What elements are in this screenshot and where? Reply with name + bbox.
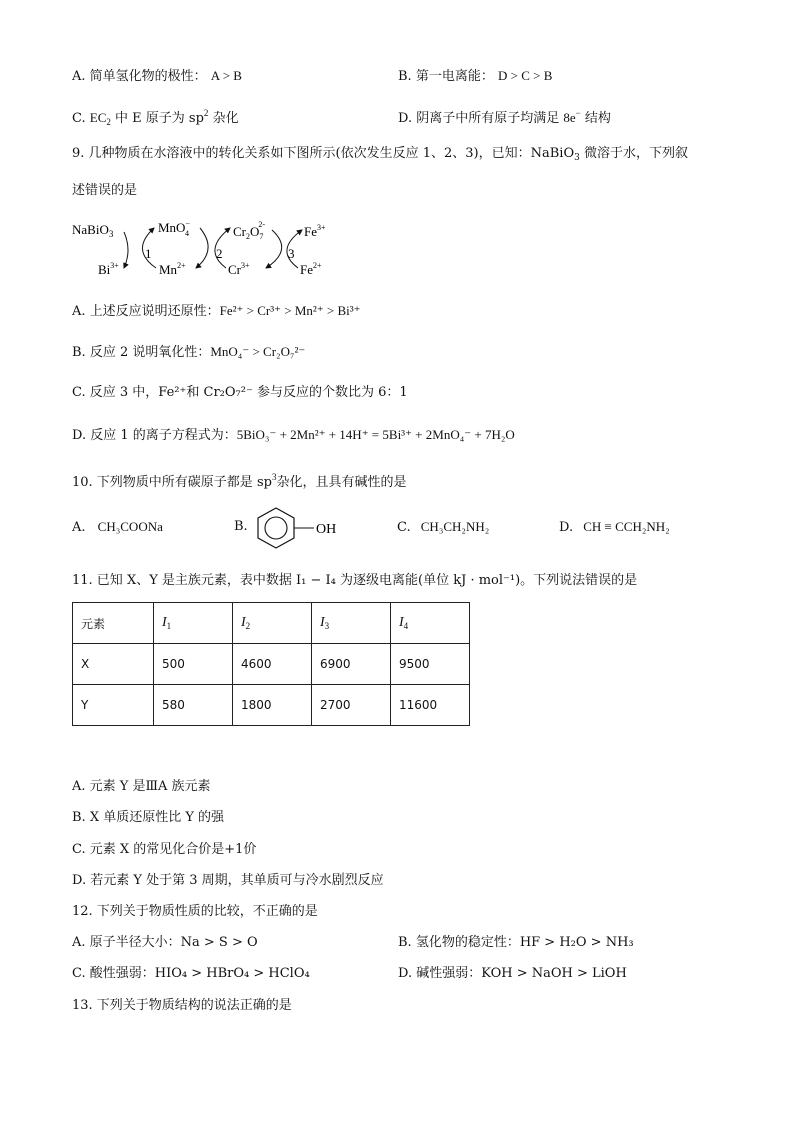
- header-i: I: [320, 615, 325, 630]
- q10-option-d-value: CH ≡ CCH₂NH₂: [583, 519, 670, 534]
- q9-option-a-text: A. 上述反应说明还原性：: [72, 304, 220, 319]
- q10-stem-part-b: 杂化，且具有碱性的是: [276, 475, 407, 490]
- header-i: I: [399, 615, 404, 630]
- diagram-arrow-3a: [266, 230, 282, 268]
- table-header-cell: [154, 603, 233, 644]
- q9-reaction-diagram: [68, 214, 338, 286]
- q9-option-b: [72, 342, 305, 363]
- q10-option-c-label: C.: [397, 520, 411, 535]
- q8-option-c-ec-sub: 2: [106, 117, 111, 127]
- header-i-sub: 3: [324, 621, 330, 631]
- q10-option-c-value: CH₃CH₂NH₂: [420, 519, 490, 534]
- q9-option-b-math: MnO₄⁻ > Cr₂O₇²⁻: [210, 344, 306, 359]
- q10-stem-part-a: 10. 下列物质中所有碳原子都是 sp: [72, 475, 272, 490]
- diagram-cr2o7: $Cr_2O_72-$: [233, 220, 266, 241]
- table-cell: 6900: [312, 644, 391, 685]
- q8-option-b: [398, 66, 552, 87]
- table-row: [73, 644, 470, 685]
- table-header-row: [73, 603, 470, 644]
- benzene-circle: [265, 517, 287, 539]
- q9-option-c: C. 反应 3 中，Fe²⁺和 Cr₂O₇²⁻ 参与反应的个数比为 6：1: [72, 385, 408, 400]
- diagram-arrow-1a: [124, 232, 128, 268]
- q11-option-c: C. 元素 X 的常见化合价是+1价: [72, 842, 257, 857]
- q8-option-d-value: 8e: [563, 110, 576, 125]
- header-i: I: [162, 615, 167, 630]
- q8-option-d-prefix: D. 阴离子中所有原子均满足: [398, 111, 560, 126]
- q8-option-c-ec: EC: [89, 110, 107, 125]
- q8-option-a-math: A > B: [210, 68, 242, 83]
- diagram-step-1: 1: [145, 246, 152, 261]
- header-i-sub: 1: [166, 621, 172, 631]
- q9-stem-line2: 述错误的是: [72, 183, 138, 198]
- table-cell: 500: [154, 644, 233, 685]
- q8-option-a: [72, 66, 242, 87]
- q10-phenol-structure: [256, 506, 346, 552]
- q8-option-b-math: D > C > B: [497, 68, 553, 83]
- table-row: [73, 685, 470, 726]
- hydroxyl-group: OH: [316, 522, 337, 537]
- table-header-cell: [391, 603, 470, 644]
- header-i-sub: 4: [403, 621, 409, 631]
- q8-option-c-mid: 中 E 原子为 sp: [115, 111, 204, 126]
- table-cell: 11600: [391, 685, 470, 726]
- q8-option-a-text: A. 简单氢化物的极性：: [72, 69, 207, 84]
- diagram-mn2: $Mn^{2+}$: [159, 261, 186, 277]
- q9-option-a-math: Fe²⁺ > Cr³⁺ > Mn²⁺ > Bi³⁺: [219, 303, 361, 318]
- table-cell: 1800: [233, 685, 312, 726]
- table-cell: Y: [73, 685, 154, 726]
- q9-option-b-text: B. 反应 2 说明氧化性：: [72, 345, 211, 360]
- ionization-energy-table: [72, 602, 470, 726]
- q8-option-c-sp-sup: 2: [203, 108, 209, 118]
- q13-stem: 13. 下列关于物质结构的说法正确的是: [72, 998, 292, 1013]
- q8-option-c: [72, 103, 239, 132]
- q8-option-d-sup: −: [575, 108, 581, 118]
- q10-option-b-label-wrap: [234, 519, 248, 534]
- q9-stem-part-a: 9. 几种物质在水溶液中的转化关系如下图所示(依次发生反应 1、2、3)，已知：NaBiO: [72, 146, 575, 161]
- diagram-nabio3: NaBiO$_3$: [72, 222, 114, 239]
- q9-option-d: [72, 425, 515, 446]
- q10-option-b-label: B.: [234, 519, 248, 534]
- diagram-fe3: $Fe^{3+}$: [304, 223, 326, 239]
- header-i-sub: 2: [245, 621, 251, 631]
- q10-option-a-label: A.: [72, 520, 86, 535]
- q10-option-a-value: CH₃COONa: [97, 519, 163, 534]
- q10-option-c: [397, 519, 489, 535]
- q11-option-b: B. X 单质还原性比 Y 的强: [72, 810, 225, 825]
- q12-option-a: A. 原子半径大小：Na > S > O: [72, 935, 258, 950]
- header-element: 元素: [81, 616, 106, 631]
- q12-option-b: B. 氢化物的稳定性：HF > H₂O > NH₃: [398, 935, 634, 950]
- q10-option-a: [72, 519, 163, 535]
- q9-stem-part-b: 微溶于水，下列叙: [584, 146, 689, 161]
- q12-option-d: D. 碱性强弱：KOH > NaOH > LiOH: [398, 966, 627, 981]
- q9-option-d-math: 5BiO₃⁻ + 2Mn²⁺ + 14H⁺ = 5Bi³⁺ + 2MnO₄⁻ + 7H₂O: [236, 427, 515, 442]
- q10-stem-sup: 3: [271, 472, 277, 482]
- q12-stem: 12. 下列关于物质性质的比较，不正确的是: [72, 904, 318, 919]
- table-cell: 580: [154, 685, 233, 726]
- q9-option-a: [72, 301, 361, 322]
- diagram-arrow-2a: [196, 228, 208, 268]
- q11-option-a: A. 元素 Y 是ⅢA 族元素: [72, 779, 211, 794]
- q11-option-d: D. 若元素 Y 处于第 3 周期，其单质可与冷水剧烈反应: [72, 873, 384, 888]
- q9-option-d-text: D. 反应 1 的离子方程式为：: [72, 428, 237, 443]
- q8-option-d-end: 结构: [584, 111, 611, 126]
- diagram-mno4: MnO− 4: [158, 219, 190, 238]
- table-cell: 4600: [233, 644, 312, 685]
- diagram-fe2: $Fe^{2+}$: [300, 261, 322, 277]
- table-cell: 9500: [391, 644, 470, 685]
- table-cell: 2700: [312, 685, 391, 726]
- q9-stem-sub: 3: [574, 153, 580, 163]
- q12-option-c: C. 酸性强弱：HIO₄ > HBrO₄ > HClO₄: [72, 966, 310, 981]
- q8-option-d: [398, 103, 611, 129]
- q8-option-c-end: 杂化: [212, 111, 239, 126]
- diagram-step-3: 3: [288, 246, 295, 261]
- q10-option-d: [559, 519, 670, 535]
- q8-option-b-text: B. 第一电离能：: [398, 69, 494, 84]
- diagram-bi3: $Bi^{3+}$: [98, 261, 119, 277]
- table-header-cell: [233, 603, 312, 644]
- header-i: I: [241, 615, 246, 630]
- table-cell: X: [73, 644, 154, 685]
- table-header-cell: [73, 603, 154, 644]
- benzene-ring: [258, 508, 294, 548]
- q9-stem-line1: [72, 144, 688, 168]
- table-header-cell: [312, 603, 391, 644]
- q10-option-d-label: D.: [559, 520, 574, 535]
- diagram-cr3: $Cr^{3+}$: [228, 261, 250, 277]
- diagram-step-2: 2: [216, 246, 223, 261]
- q10-stem: [72, 467, 406, 493]
- q11-stem: 11. 已知 X、Y 是主族元素，表中数据 I₁ − I₄ 为逐级电离能(单位 kJ · mol⁻¹)。下列说法错误的是: [72, 573, 638, 588]
- q8-option-c-prefix: C.: [72, 111, 86, 126]
